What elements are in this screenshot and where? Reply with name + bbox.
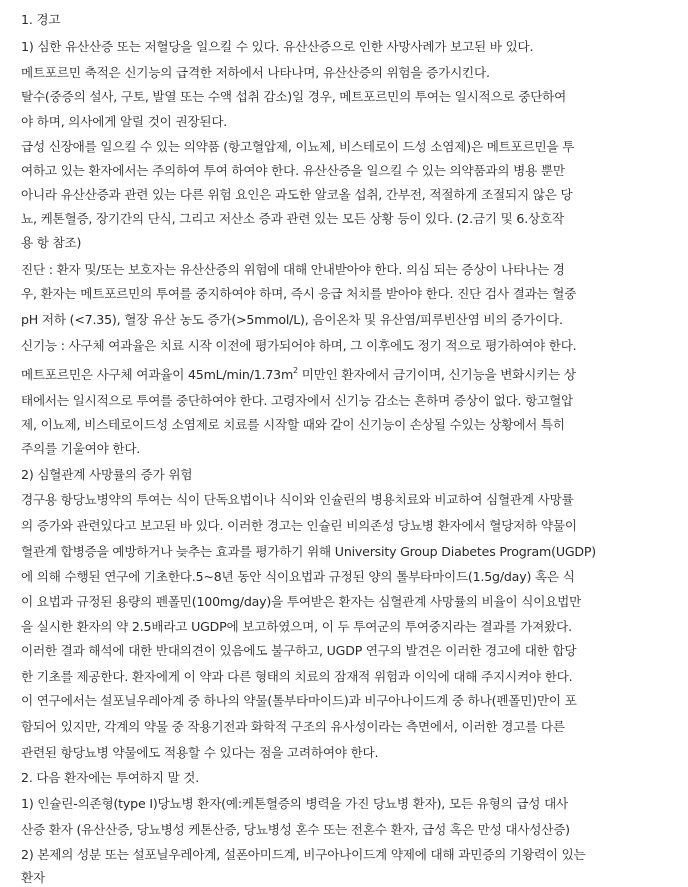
paragraph-line: 뇨, 케톤혈증, 장기간의 단식, 그리고 저산소 증과 관련 있는 모든 상황 등이 있다. (2.금기 및 6.상호작 — [21, 211, 564, 226]
section-heading-warning: 1. 경고 — [21, 12, 61, 27]
paragraph-line: 진단 : 환자 및/또는 보호자는 유산산증의 위험에 대해 안내받아야 한다. 의심 되는 증상이 나타나는 경 — [21, 262, 565, 277]
superscript-two: 2 — [293, 366, 298, 375]
paragraph-line: 급성 신장애를 일으킬 수 있는 의약품 (항고혈압제, 이뇨제, 비스테로이 드성 소염제)은 메트포르민을 투 — [21, 139, 575, 154]
paragraph-line: 메트포르민 축적은 신기능의 급격한 저하에서 나타나며, 유산산증의 위험을 증가시킨다. — [21, 65, 490, 80]
paragraph-line: 2) 본제의 성분 또는 설포닐우레아계, 설폰아미드계, 비구아나이드계 약제에 대해 과민증의 기왕력이 있는 — [21, 847, 586, 862]
paragraph-line: 환자 — [21, 870, 45, 885]
paragraph-line: 용 항 참조) — [21, 235, 82, 250]
paragraph-line: 1) 인슐린-의존형(type Ⅰ)당뇨병 환자(예:케톤혈증의 병력을 가진 당뇨병 환자), 모든 유형의 급성 대사 — [21, 796, 569, 811]
paragraph-line: 야 하며, 의사에게 알릴 것이 권장된다. — [21, 114, 228, 129]
paragraph-line: 관련된 항당뇨병 약물에도 적용할 수 있다는 점을 고려하여야 한다. — [21, 745, 379, 760]
paragraph-line: 의 증가와 관련있다고 보고된 바 있다. 이러한 경고는 인슐린 비의존성 당뇨병 환자에서 혈당저하 약물이 — [21, 518, 577, 533]
paragraph-line: 아니라 유산산증과 관련 있는 다른 위험 요인은 과도한 알코올 섭취, 간부전, 적절하게 조절되지 않은 당 — [21, 187, 573, 202]
renal-text-end: 미만인 환자에서 금기이며, 신기능을 변화시키는 상 — [297, 367, 576, 382]
paragraph-line: 탈수(중증의 설사, 구토, 발열 또는 수액 섭취 감소)일 경우, 메트포르민의 투여는 일시적으로 중단하여 — [21, 89, 567, 104]
paragraph-line: pH 저하 (<7.35), 혈장 유산 농도 증가(>5mmol/L), 음이온차 및 유산염/피루빈산염 비의 증가이다. — [21, 312, 563, 327]
paragraph-line: 신기능 : 사구체 여과율은 치료 시작 이전에 평가되어야 하며, 그 이후에도 정기 적으로 평가하여야 한다. — [21, 338, 577, 353]
paragraph-line: 한 기초를 제공한다. 환자에게 이 약과 다른 형태의 치료의 잠재적 위험과 이익에 대해 주지시켜야 한다. — [21, 669, 573, 684]
paragraph-line: 함되어 있지만, 각계의 약물 중 작용기전과 화학적 구조의 유사성이라는 측면에서, 이러한 경고를 다른 — [21, 719, 565, 734]
paragraph-line: 여하고 있는 환자에서는 주의하여 투여 하여야 한다. 유산산증을 일으킬 수 있는 의약품과의 병용 뿐만 — [21, 163, 565, 178]
section-heading-contraindications: 2. 다음 환자에는 투여하지 말 것. — [21, 770, 200, 785]
paragraph-line: 이 요법과 규정된 용량의 펜폴민(100mg/day)을 투여받은 환자는 심혈관계 사망률의 비율이 식이요법만 — [21, 594, 582, 609]
paragraph-line: 우, 환자는 메트포르민의 투여를 중지하여야 하며, 즉시 응급 처치를 받아야 한다. 진단 검사 결과는 혈중 — [21, 286, 577, 301]
paragraph-line: 혈관계 합병증을 예방하거나 늦추는 효과를 평가하기 위해 University Group Diabetes Program(UGDP) — [21, 544, 597, 559]
paragraph-line: 산증 환자 (유산산증, 당뇨병성 케톤산증, 당뇨병성 혼수 또는 전혼수 환자, 급성 혹은 만성 대사성산증) — [21, 822, 570, 837]
paragraph-line: 에 의해 수행된 연구에 기초한다.5~8년 동안 식이요법과 규정된 양의 톨부타마이드(1.5g/day) 혹은 식 — [21, 569, 575, 584]
paragraph-line: 경구용 항당뇨병약의 투여는 식이 단독요법이나 식이와 인슐린의 병용치료와 비교하여 심혈관계 사망률 — [21, 492, 574, 507]
subsection-heading-lactic-acidosis: 1) 심한 유산산증 또는 저혈당을 일으킬 수 있다. 유산산증으로 인한 사망사례가 보고된 바 있다. — [21, 39, 534, 54]
paragraph-line — [21, 367, 576, 383]
paragraph-line: 이러한 결과 해석에 대한 반대의견이 있음에도 불구하고, UGDP 연구의 발견은 이러한 경고에 대한 합당 — [21, 643, 577, 658]
subsection-heading-cardiovascular: 2) 심혈관계 사망률의 증가 위험 — [21, 467, 193, 482]
renal-text-start: 메트포르민은 사구체 여과율이 45mL/min/1.73m — [21, 367, 294, 382]
paragraph-line: 이 연구에서는 설포닐우레아계 중 하나의 약물(톨부타마이드)과 비구아나이드계 중 하나(펜폴민)만이 포 — [21, 693, 577, 708]
paragraph-line: 태에서는 일시적으로 투여를 중단하여야 한다. 고령자에서 신기능 감소는 흔하며 증상이 없다. 항고혈압 — [21, 393, 573, 408]
paragraph-line: 주의를 기울여야 한다. — [21, 441, 141, 456]
paragraph-line: 을 실시한 환자의 약 2.5배라고 UGDP에 보고하였으며, 이 두 투여군의 투여중지라는 결과를 가져왔다. — [21, 619, 572, 634]
paragraph-line: 제, 이뇨제, 비스테로이드성 소염제로 치료를 시작할 때와 같이 신기능이 손상될 수있는 상황에서 특히 — [21, 417, 565, 432]
